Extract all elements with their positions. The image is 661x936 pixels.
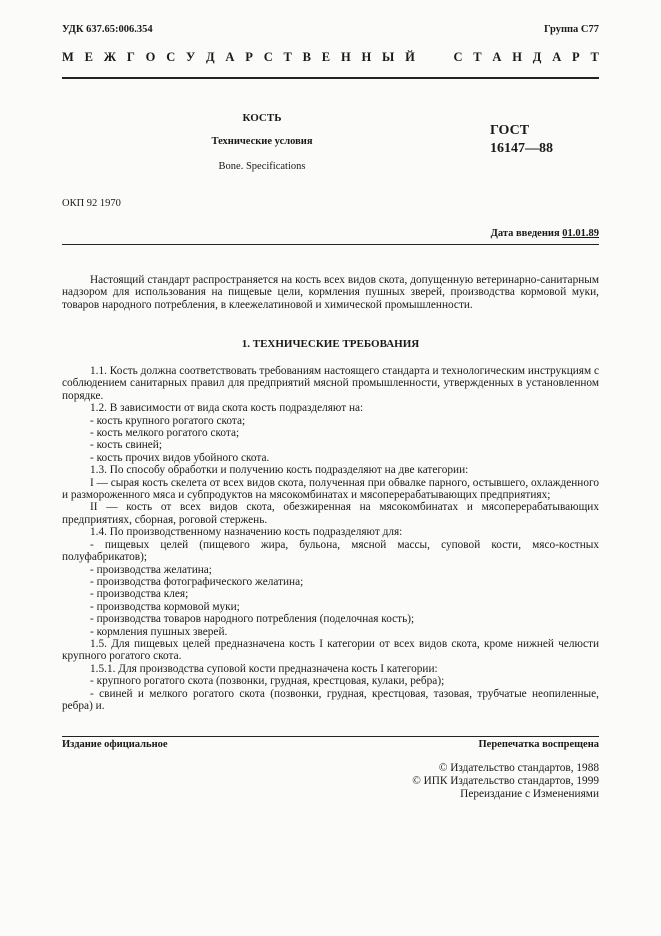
copyright-block	[412, 762, 599, 801]
banner-letter: Р	[572, 50, 580, 64]
section-content	[62, 365, 599, 712]
paragraph: 1.4. По производственному назначению кость подразделяют для:	[90, 526, 403, 539]
banner-letter: Р	[245, 50, 253, 64]
english-title: Bone. Specifications	[218, 161, 306, 172]
gost-number: 16147—88	[490, 141, 553, 156]
banner-letter: Е	[84, 50, 93, 64]
paragraph: - производства товаров народного потребления (поделочная кость);	[90, 613, 415, 626]
banner-letter: Г	[126, 50, 135, 64]
banner-letter: С	[166, 50, 176, 64]
paragraph: - кость мелкого рогатого скота;	[90, 427, 240, 440]
okp-code: ОКП 92 1970	[62, 198, 121, 209]
banner-letter	[426, 50, 429, 65]
udk-code: УДК 637.65:006.354	[62, 24, 153, 35]
copyright-line: © ИПК Издательство стандартов, 1999	[412, 775, 599, 787]
document-subtitle: Технические условия	[211, 136, 313, 147]
paragraph: - кость прочих видов убойного скота.	[90, 451, 270, 464]
banner-letter: С	[453, 50, 463, 64]
banner-letter: А	[552, 50, 562, 64]
paragraph: - производства клея;	[90, 588, 189, 601]
gost-label: ГОСТ	[490, 123, 530, 138]
paragraph: - кормления пушных зверей.	[90, 625, 228, 638]
intro-date-value: 01.01.89	[562, 228, 599, 239]
paragraph: - кость крупного рогатого скота;	[90, 414, 246, 427]
banner-letter: Д	[206, 50, 215, 64]
reprint-prohibited-label: Перепечатка воспрещена	[478, 739, 599, 750]
date-rule	[62, 244, 599, 245]
intro-date	[491, 228, 599, 239]
paragraph: - производства кормовой муки;	[90, 600, 240, 613]
banner-letter: А	[492, 50, 502, 64]
header-rule	[62, 77, 599, 79]
interstate-standard-banner	[62, 50, 599, 65]
document-title: КОСТЬ	[242, 112, 282, 124]
copyright-line: Переиздание с Изменениями	[460, 788, 599, 800]
paragraph: 1.5. Для пищевых целей предназначена кость I категории от всех видов скота, кроме нижней челюсти крупного рогатого скота.	[62, 637, 599, 663]
banner-letter: Д	[532, 50, 542, 64]
banner-letter: Н	[340, 50, 351, 64]
paragraph: - производства желатина;	[90, 563, 212, 576]
banner-letter: Ы	[382, 50, 395, 64]
banner-letter: О	[145, 50, 156, 64]
intro-text: Настоящий стандарт распространяется на кость всех видов скота, допущенную ветеринарно-санитарным надзором для использования на пищевые цели, кормления пушных зверей, производства кормовой муки, товаров народного потребления, в клеежелатиновой и химической промышленности.	[62, 274, 599, 311]
banner-letter: В	[302, 50, 311, 64]
banner-letter: Т	[283, 50, 292, 64]
paragraph: - кость свиней;	[90, 439, 162, 452]
paragraph: - пищевых целей (пищевого жира, бульона, мясной массы, суповой кости, мясо-костных полуфабрикатов);	[62, 538, 599, 564]
paragraph: - свиней и мелкого рогатого скота (позвонки, грудная, крестцовая, тазовая, трубчатые неопиленные, ребра) и.	[62, 687, 599, 712]
banner-letter: Е	[321, 50, 331, 64]
banner-letter: Й	[405, 50, 415, 64]
banner-letter: А	[225, 50, 235, 64]
banner-letter: С	[263, 50, 273, 64]
official-edition-label: Издание официальное	[62, 739, 168, 750]
intro-date-label: Дата введения	[490, 228, 563, 239]
paragraph: - производства фотографического желатина;	[90, 575, 304, 588]
paragraph: - крупного рогатого скота (позвонки, грудная, крестцовая, кулаки, ребра);	[90, 675, 445, 688]
paragraph: 1.3. По способу обработки и получению кость подразделяют на две категории:	[90, 464, 469, 477]
group-code: Группа С77	[543, 24, 599, 35]
banner-letter: Т	[590, 50, 599, 64]
banner-letter: У	[186, 50, 196, 64]
paragraph: II — кость от всех видов скота, обезжиренная на мясокомбинатах и мясоперерабатывающих предприятиях, сборная, роговой стержень.	[62, 501, 599, 526]
banner-letter: Н	[512, 50, 522, 64]
copyright-line: © Издательство стандартов, 1988	[438, 762, 599, 774]
gost-designation	[490, 122, 553, 158]
banner-letter: М	[62, 50, 74, 64]
section-heading: 1. ТЕХНИЧЕСКИЕ ТРЕБОВАНИЯ	[241, 338, 420, 350]
paragraph: 1.1. Кость должна соответствовать требованиям настоящего стандарта и технологическим инструкциям с соблюдением санитарных правил для предприятий мясной промышленности, утвержденных в установленном порядке.	[62, 365, 599, 402]
paragraph: 1.5.1. Для производства суповой кости предназначена кость I категории:	[90, 662, 438, 675]
intro-paragraph	[62, 274, 599, 311]
paragraph: I — сырая кость скелета от всех видов скота, полученная при обвалке парного, остывшего, охлажденного и размороженного мяса и субпродуктов на мясокомбинатах и мясоперерабатывающих предприятиях;	[62, 476, 599, 502]
banner-letter	[440, 50, 443, 65]
banner-letter: Т	[473, 50, 482, 64]
banner-letter: Ж	[103, 50, 117, 64]
paragraph: 1.2. В зависимости от вида скота кость подразделяют на:	[90, 402, 364, 415]
footer-rule	[62, 736, 599, 737]
banner-letter: Н	[361, 50, 372, 64]
